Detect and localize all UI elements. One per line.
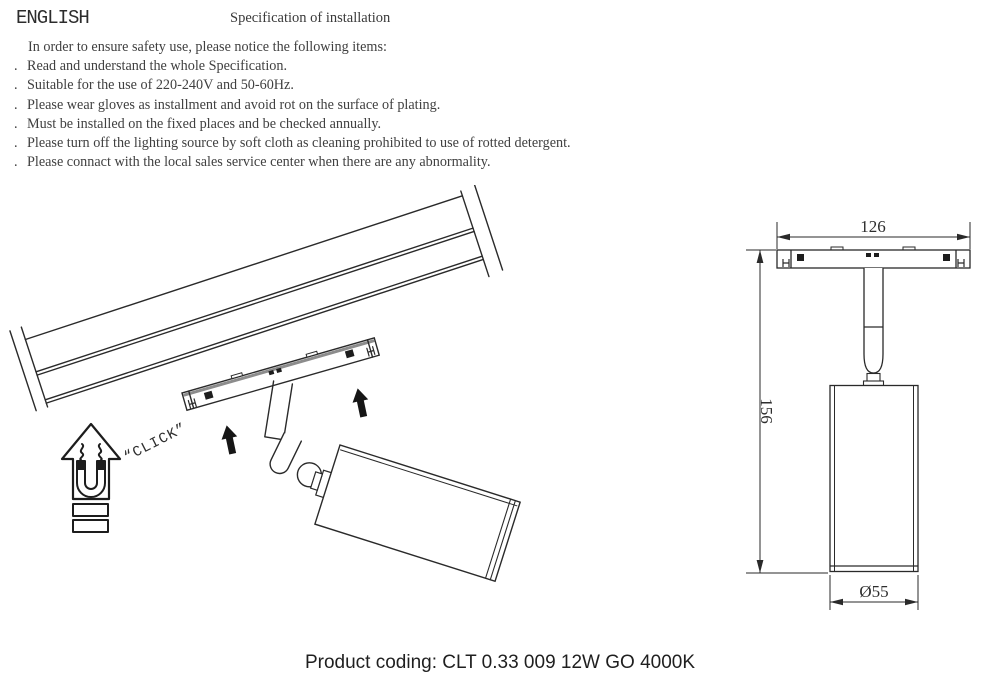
up-arrow-outline (62, 424, 120, 499)
track-endcap (21, 327, 47, 407)
bullet-dot: . (14, 58, 18, 75)
track-endcap (10, 331, 36, 411)
page-title: Specification of installation (230, 10, 391, 26)
safety-item-text: Please connact with the local sales service center when there are any abnormality. (27, 154, 491, 171)
safety-item-text: Read and understand the whole Specification. (27, 58, 288, 75)
push-arrow (350, 387, 372, 419)
adapter-bar-front (777, 247, 970, 268)
safety-intro: In order to ensure safety use, please notice the following items: (28, 39, 387, 55)
magnet-arrow-icon (62, 424, 120, 532)
safety-item-text: Please wear gloves as installment and avoid rot on the surface of plating. (27, 96, 441, 113)
stem-front (864, 268, 884, 386)
click-label: “CLICK” (121, 420, 190, 466)
stem-upper (265, 381, 293, 440)
product-coding: Product coding: CLT 0.33 009 12W GO 4000K (304, 652, 696, 673)
dim-height (746, 250, 828, 573)
list-item (14, 134, 571, 153)
light-head (301, 440, 521, 581)
safety-item-text: Suitable for the use of 220-240V and 50-60Hz. (27, 77, 294, 94)
safety-notice (14, 38, 571, 172)
list-item (14, 76, 571, 95)
bullet-dot: . (14, 154, 18, 171)
push-arrow (219, 424, 241, 456)
dim-diameter (830, 575, 918, 610)
bullet-dot: . (14, 77, 18, 94)
width-dim-label: 126 (860, 217, 886, 236)
dimension-diagram (735, 205, 1000, 625)
adapter-bar (181, 335, 379, 410)
cylinder-body (830, 386, 918, 572)
bullet-dot: . (14, 96, 18, 113)
dim-width (777, 217, 970, 249)
height-dim-label: 156 (757, 398, 776, 424)
list-item (14, 115, 571, 134)
installation-diagram (0, 185, 560, 610)
language-label: ENGLISH (16, 7, 89, 29)
magnet-pad (797, 254, 804, 261)
stem-lower (267, 433, 301, 477)
safety-item-text: Must be installed on the fixed places and be checked annually. (27, 115, 382, 132)
diameter-dim-label: Ø55 (859, 582, 889, 601)
list-item (14, 153, 571, 172)
bullet-dot: . (14, 115, 18, 132)
magnet-base-plate (73, 504, 108, 516)
list-item (14, 96, 571, 115)
magnet-base-plate (73, 520, 108, 532)
magnet-pad (943, 254, 950, 261)
head-body (315, 445, 520, 581)
safety-item-text: Please turn off the lighting source by soft cloth as cleaning prohibited to use of rotted detergent. (27, 135, 571, 152)
list-item (14, 57, 571, 76)
bullet-dot: . (14, 135, 18, 152)
